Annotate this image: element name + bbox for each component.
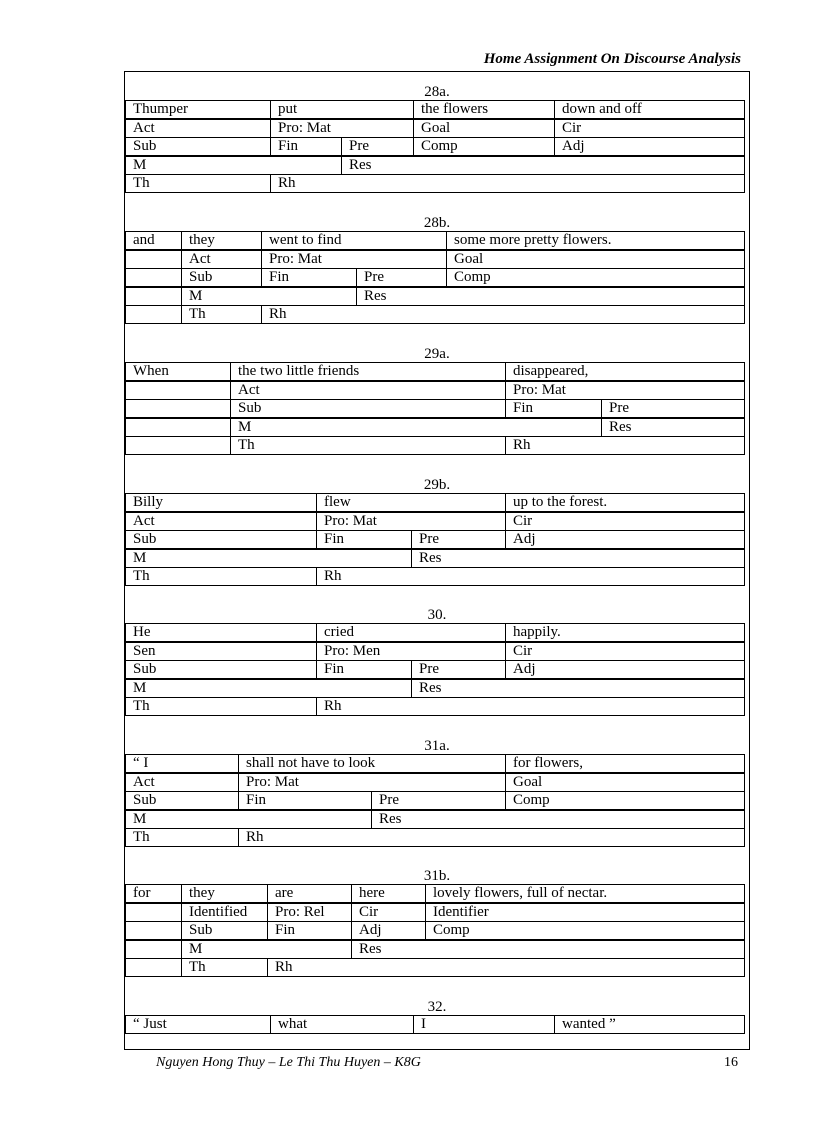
table-cell: here (351, 884, 425, 903)
table-cell: the flowers (413, 100, 554, 119)
table-cell: Rh (261, 305, 744, 324)
table-cell: Goal (505, 773, 744, 792)
table-cell: Comp (413, 137, 554, 156)
table-cell: Adj (505, 660, 744, 679)
table-cell: Pre (371, 791, 505, 810)
page-frame (124, 71, 750, 1050)
table-cell: wanted ” (554, 1015, 744, 1034)
table-row (125, 697, 745, 716)
table-cell: for (133, 885, 151, 901)
table-cell: Pro: Mat (238, 773, 505, 792)
table-row (125, 884, 745, 903)
table-cell: Adj (505, 530, 744, 549)
table-title: 29a. (424, 346, 450, 362)
table-cell: Th (133, 568, 150, 584)
table-cell: Act (133, 512, 155, 529)
table-row (125, 119, 745, 138)
table-cell (126, 921, 181, 940)
table-cell: Adj (554, 137, 744, 156)
table-row (125, 174, 745, 193)
table-row (125, 921, 745, 940)
table-cell: are (267, 884, 351, 903)
table-cell: Th (133, 175, 150, 191)
table-cell: up to the forest. (505, 493, 744, 512)
table-cell: Act (133, 119, 155, 136)
table-row (125, 958, 745, 977)
table-cell: Identifier (425, 903, 744, 922)
table-cell: Rh (316, 567, 744, 586)
table-cell: Sub (230, 399, 505, 418)
table-cell: Adj (351, 921, 425, 940)
table-cell: M (133, 679, 147, 696)
table-cell: Fin (316, 530, 411, 549)
footer-authors: Nguyen Hong Thuy – Le Thi Thu Huyen – K8G (156, 1055, 421, 1070)
table-cell: and (133, 232, 155, 248)
table-cell: When (133, 363, 169, 379)
table-cell: Comp (446, 268, 744, 287)
table-cell: Sen (133, 642, 156, 659)
table-title: 31a. (424, 738, 450, 754)
table-row (125, 567, 745, 586)
table-cell: Comp (505, 791, 744, 810)
table-cell: Sub (133, 661, 157, 677)
table-cell: Goal (446, 250, 744, 269)
page-number: 16 (724, 1055, 738, 1070)
document-header: Home Assignment On Discourse Analysis (483, 51, 741, 67)
table-cell: I (413, 1015, 554, 1034)
table-cell: Rh (238, 828, 744, 847)
table-cell: flew (316, 493, 505, 512)
table-cell (126, 305, 181, 324)
table-row (125, 493, 745, 512)
table-row (125, 381, 745, 400)
table-cell: lovely flowers, full of nectar. (425, 884, 744, 903)
table-cell: Billy (133, 494, 164, 510)
table-cell: M (133, 549, 147, 566)
table-cell: shall not have to look (238, 754, 505, 773)
table-row (125, 250, 745, 269)
table-cell: Sub (133, 138, 157, 154)
table-row (125, 754, 745, 773)
table-cell: Cir (554, 119, 744, 138)
table-title: 29b. (423, 477, 451, 493)
table-cell (126, 958, 181, 977)
table-cell: Cir (351, 903, 425, 922)
table-cell: Identified (181, 903, 267, 922)
table-row (125, 940, 745, 959)
table-cell: M (133, 810, 147, 827)
table-cell: Th (133, 829, 150, 845)
table-cell: Sub (181, 921, 267, 940)
table-row (125, 268, 745, 287)
table-cell: Res (356, 287, 744, 306)
table-cell: Pre (411, 530, 505, 549)
table-cell: M (133, 156, 147, 173)
table-row (125, 903, 745, 922)
table-cell: Fin (267, 921, 351, 940)
table-cell: Fin (261, 268, 356, 287)
table-cell: He (133, 624, 151, 640)
table-cell: Th (230, 436, 505, 455)
table-cell (126, 250, 181, 269)
table-row (125, 660, 745, 679)
table-cell (126, 418, 230, 437)
table-cell: Th (181, 958, 267, 977)
table-cell: Act (230, 381, 505, 400)
table-cell (126, 381, 230, 400)
table-cell: M (230, 418, 601, 437)
table-row (125, 512, 745, 531)
table-cell: they (181, 884, 267, 903)
table-cell: down and off (554, 100, 744, 119)
table-row (125, 773, 745, 792)
table-cell: some more pretty flowers. (446, 231, 744, 250)
table-cell: Res (411, 549, 744, 568)
table-row (125, 305, 745, 324)
table-cell: Sub (133, 531, 157, 547)
table-cell: Res (411, 679, 744, 698)
table-cell: Pre (341, 137, 413, 156)
table-cell: Res (601, 418, 744, 437)
table-cell: Act (133, 773, 155, 790)
table-cell: Rh (267, 958, 744, 977)
table-cell: Fin (238, 791, 371, 810)
table-cell: Fin (505, 399, 601, 418)
table-cell: Pre (601, 399, 744, 418)
table-cell (126, 903, 181, 922)
table-cell: Res (371, 810, 744, 829)
table-cell: cried (316, 623, 505, 642)
table-title: 30. (427, 607, 447, 623)
table-row (125, 418, 745, 437)
table-cell: Fin (270, 137, 341, 156)
table-row (125, 623, 745, 642)
table-row (125, 679, 745, 698)
table-cell: Res (341, 156, 744, 175)
table-cell: Pro: Mat (261, 250, 446, 269)
table-row (125, 791, 745, 810)
table-cell: the two little friends (230, 362, 505, 381)
table-cell: Comp (425, 921, 744, 940)
table-cell (126, 940, 181, 959)
table-cell: Pro: Men (316, 642, 505, 661)
table-cell: Th (181, 305, 261, 324)
table-cell: Pre (411, 660, 505, 679)
table-cell: Thumper (133, 101, 188, 117)
table-cell: Rh (270, 174, 744, 193)
table-cell: Act (181, 250, 261, 269)
table-cell: Fin (316, 660, 411, 679)
table-cell: M (181, 940, 351, 959)
table-title: 32. (427, 999, 447, 1015)
table-cell (126, 436, 230, 455)
table-cell: M (181, 287, 356, 306)
table-title: 28b. (423, 215, 451, 231)
table-row (125, 436, 745, 455)
table-cell: for flowers, (505, 754, 744, 773)
table-cell: “ Just (133, 1016, 167, 1032)
table-cell: put (270, 100, 413, 119)
table-row (125, 828, 745, 847)
table-cell: Pro: Mat (505, 381, 744, 400)
table-row (125, 137, 745, 156)
table-title: 28a. (424, 84, 450, 100)
table-row (125, 362, 745, 381)
table-cell: Th (133, 698, 150, 714)
table-cell (126, 268, 181, 287)
table-cell: Rh (316, 697, 744, 716)
table-row (125, 399, 745, 418)
table-cell: disappeared, (505, 362, 744, 381)
table-cell: Cir (505, 642, 744, 661)
table-row (125, 287, 745, 306)
table-row (125, 231, 745, 250)
table-cell: Pro: Mat (316, 512, 505, 531)
table-row (125, 156, 745, 175)
table-cell: Sub (133, 792, 157, 808)
table-cell: what (270, 1015, 413, 1034)
table-cell: Goal (413, 119, 554, 138)
table-cell: Pro: Mat (270, 119, 413, 138)
table-cell: “ I (133, 755, 149, 771)
table-row (125, 530, 745, 549)
table-cell (126, 287, 181, 306)
table-cell: Cir (505, 512, 744, 531)
table-cell: Pre (356, 268, 446, 287)
table-title: 31b. (423, 868, 451, 884)
table-cell: Sub (181, 268, 261, 287)
table-cell: they (181, 231, 261, 250)
table-row (125, 642, 745, 661)
table-row (125, 810, 745, 829)
table-cell: Pro: Rel (267, 903, 351, 922)
table-cell (126, 399, 230, 418)
table-row (125, 549, 745, 568)
table-row (125, 100, 745, 119)
table-row (125, 1015, 745, 1034)
table-cell: Rh (505, 436, 744, 455)
table-cell: went to find (261, 231, 446, 250)
table-cell: Res (351, 940, 744, 959)
table-cell: happily. (505, 623, 744, 642)
